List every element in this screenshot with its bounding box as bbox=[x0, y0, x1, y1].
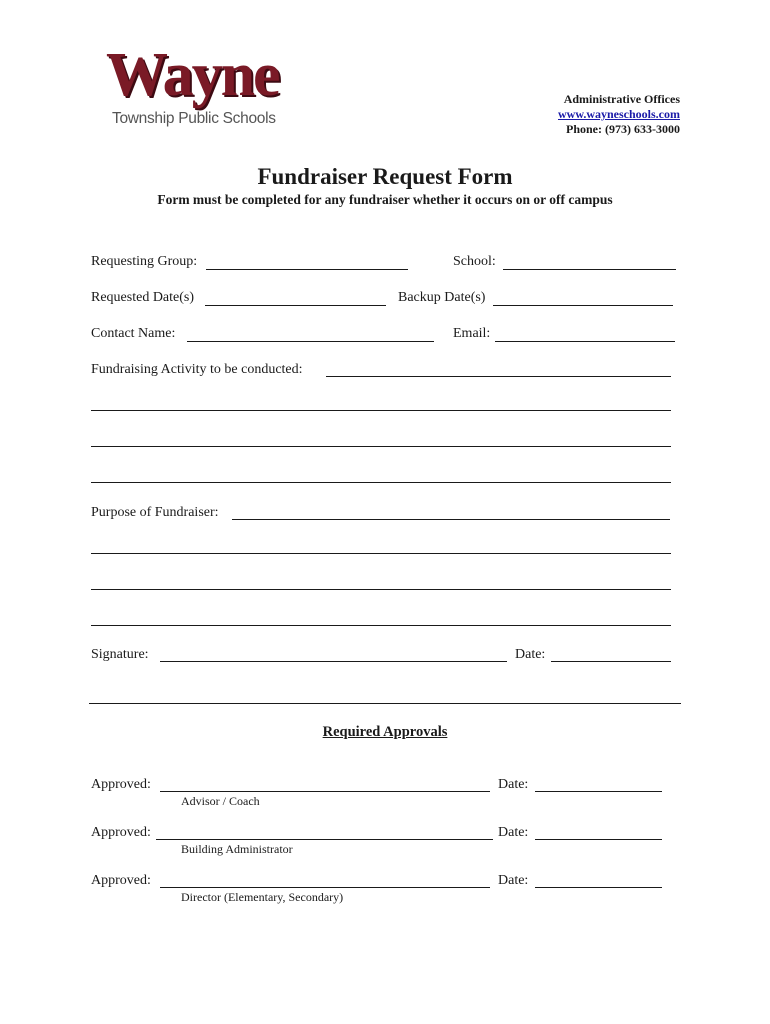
approval-date-label: Date: bbox=[498, 777, 529, 792]
approval-date-label: Date: bbox=[498, 825, 529, 840]
purpose-label: Purpose of Fundraiser: bbox=[91, 505, 219, 520]
backup-dates-label: Backup Date(s) bbox=[398, 290, 486, 305]
activity-field-line-1[interactable] bbox=[326, 376, 671, 377]
school-field[interactable] bbox=[503, 269, 676, 270]
approval-label: Approved: bbox=[91, 825, 151, 840]
signature-date-label: Date: bbox=[515, 647, 546, 662]
approval-signature-field[interactable] bbox=[160, 791, 490, 792]
contact-name-field[interactable] bbox=[187, 341, 434, 342]
contact-name-label: Contact Name: bbox=[91, 326, 176, 341]
signature-label: Signature: bbox=[91, 647, 149, 662]
email-field[interactable] bbox=[495, 341, 675, 342]
activity-field-line-4[interactable] bbox=[91, 482, 671, 483]
phone-number: Phone: (973) 633-3000 bbox=[566, 122, 680, 136]
contact-block bbox=[558, 92, 680, 137]
school-label: School: bbox=[453, 254, 496, 269]
approvals-heading: Required Approvals bbox=[322, 724, 448, 740]
approval-role: Advisor / Coach bbox=[181, 794, 260, 808]
purpose-field-line-2[interactable] bbox=[91, 553, 671, 554]
approval-date-label: Date: bbox=[498, 873, 529, 888]
approval-label: Approved: bbox=[91, 873, 151, 888]
approval-date-field[interactable] bbox=[535, 839, 662, 840]
approval-date-field[interactable] bbox=[535, 791, 662, 792]
section-divider bbox=[89, 703, 681, 704]
signature-date-field[interactable] bbox=[551, 661, 671, 662]
approval-role: Director (Elementary, Secondary) bbox=[181, 890, 344, 904]
signature-field[interactable] bbox=[160, 661, 507, 662]
office-label: Administrative Offices bbox=[563, 92, 680, 106]
activity-field-line-2[interactable] bbox=[91, 410, 671, 411]
page-subtitle: Form must be completed for any fundraiser whether it occurs on or off campus bbox=[157, 192, 613, 207]
purpose-field-line-4[interactable] bbox=[91, 625, 671, 626]
activity-field-line-3[interactable] bbox=[91, 446, 671, 447]
requesting-group-field[interactable] bbox=[206, 269, 408, 270]
approval-signature-field[interactable] bbox=[156, 839, 493, 840]
email-label: Email: bbox=[453, 326, 491, 341]
logo-wordmark: Wayne bbox=[106, 41, 279, 109]
activity-label: Fundraising Activity to be conducted: bbox=[91, 362, 303, 377]
purpose-field-line-1[interactable] bbox=[232, 519, 670, 520]
requested-dates-field[interactable] bbox=[205, 305, 386, 306]
approval-date-field[interactable] bbox=[535, 887, 662, 888]
approval-label: Approved: bbox=[91, 777, 151, 792]
approval-role: Building Administrator bbox=[181, 842, 293, 856]
requested-dates-label: Requested Date(s) bbox=[91, 290, 195, 305]
approval-signature-field[interactable] bbox=[160, 887, 490, 888]
purpose-field-line-3[interactable] bbox=[91, 589, 671, 590]
requesting-group-label: Requesting Group: bbox=[91, 254, 198, 269]
logo-subtitle: Township Public Schools bbox=[112, 110, 276, 127]
page-title: Fundraiser Request Form bbox=[257, 164, 513, 189]
backup-dates-field[interactable] bbox=[493, 305, 673, 306]
website-link[interactable]: www.wayneschools.com bbox=[558, 107, 680, 121]
